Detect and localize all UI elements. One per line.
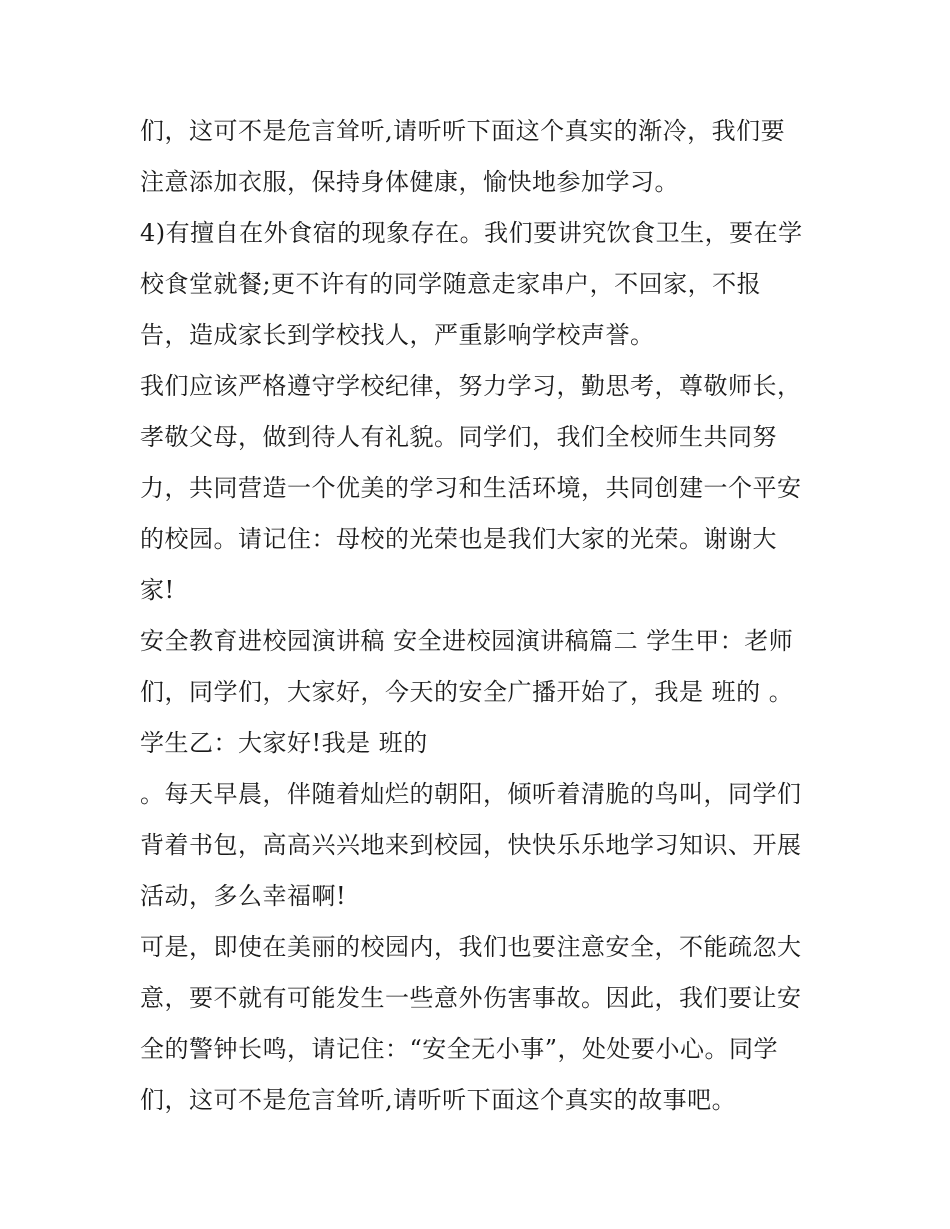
text-line: 全的警钟长鸣，请记住：“安全无小事”，处处要小心。同学 bbox=[140, 1035, 779, 1063]
text-line: 安全教育进校园演讲稿 安全进校园演讲稿篇二 学生甲：老师 bbox=[140, 627, 794, 655]
text-line: 告，造成家长到学校找人，严重影响学校声誉。 bbox=[140, 321, 655, 349]
document-body bbox=[140, 106, 830, 1126]
text-line: 校食堂就餐;更不许有的同学随意走家串户，不回家，不报 bbox=[140, 270, 762, 298]
text-line: 意，要不就有可能发生一些意外伤害事故。因此，我们要让安 bbox=[140, 984, 802, 1012]
text-line: 学生乙：大家好!我是 班的 bbox=[140, 729, 428, 757]
text-line: 可是，即使在美丽的校园内，我们也要注意安全，不能疏忽大 bbox=[140, 933, 802, 961]
text-line: 们，这可不是危言耸听,请听听下面这个真实的渐冷，我们要 bbox=[140, 117, 786, 145]
text-line: 的校园。请记住：母校的光荣也是我们大家的光荣。谢谢大 bbox=[140, 525, 777, 553]
text-line: 家! bbox=[140, 576, 175, 604]
text-line: 力，共同营造一个优美的学习和生活环境，共同创建一个平安 bbox=[140, 474, 802, 502]
text-line: 4)有擅自在外食宿的现象存在。我们要讲究饮食卫生，要在学 bbox=[140, 219, 803, 247]
text-line: 孝敬父母，做到待人有礼貌。同学们，我们全校师生共同努 bbox=[140, 423, 777, 451]
text-line: 们，这可不是危言耸听,请听听下面这个真实的故事吧。 bbox=[140, 1086, 737, 1114]
text-line: 们，同学们，大家好，今天的安全广播开始了，我是 班的 。 bbox=[140, 678, 794, 706]
text-line: 活动，多么幸福啊! bbox=[140, 882, 347, 910]
text-line: 。每天早晨，伴随着灿烂的朝阳，倾听着清脆的鸟叫，同学们 bbox=[140, 780, 802, 808]
text-line: 我们应该严格遵守学校纪律，努力学习，勤思考，尊敬师长， bbox=[140, 372, 802, 400]
text-line: 注意添加衣服，保持身体健康，愉快地参加学习。 bbox=[140, 168, 679, 196]
text-line: 背着书包，高高兴兴地来到校园，快快乐乐地学习知识、开展 bbox=[140, 831, 802, 859]
